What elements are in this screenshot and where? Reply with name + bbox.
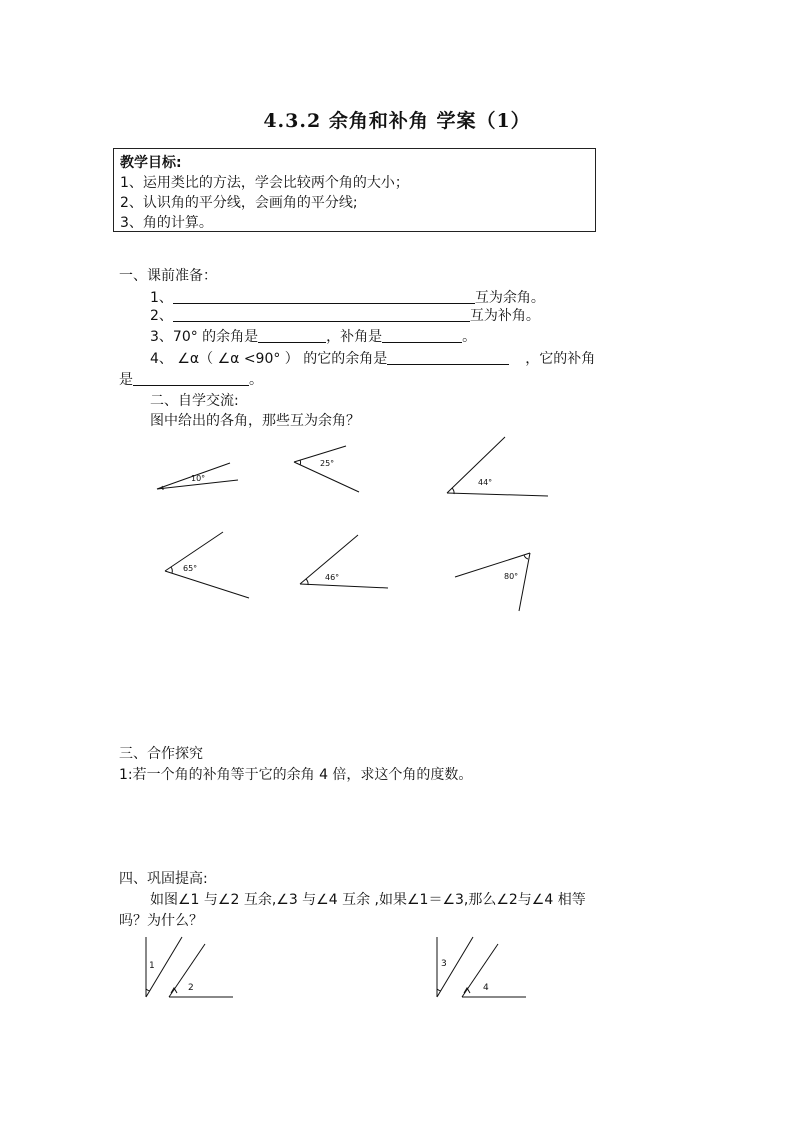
q4-text-d: 。 [249,372,263,388]
section4-line1: 如图∠1 与∠2 互余,∠3 与∠4 互余 ,如果∠1＝∠3,那么∠2与∠4 相等 [150,892,586,908]
q2-tail: 互为补角。 [469,308,540,324]
section4-line2: 吗？为什么？ [119,913,203,929]
q3-text-c: 。 [462,329,477,345]
figure-label: 3 [441,959,447,969]
figure-label: 2 [188,983,194,993]
angle-figure-25 [294,446,359,492]
section2-heading: 二、自学交流: [150,393,239,409]
page-title: 4.3.2 余角和补角 学案（1） [263,110,531,132]
q4-text-c: 是 [119,372,133,388]
angle-label: 80° [504,572,519,581]
angle-figure-46 [300,535,388,588]
figure-angles-3-4 [437,937,526,997]
angle-figure-80 [455,553,530,611]
objective-item: 3、角的计算。 [120,215,213,231]
section3-question: 1:若一个角的补角等于它的余角 4 倍，求这个角的度数。 [119,767,473,783]
q2-number: 2、 [150,308,173,324]
objective-item: 2、认识角的平分线，会画角的平分线; [120,195,358,211]
q1-tail: 互为余角。 [474,290,545,306]
figure-label: 1 [149,961,155,971]
section1-heading: 一、课前准备： [119,268,217,284]
q4-text-a: 4、 ∠α（ ∠α <90° ） 的它的余角是 [150,351,388,367]
q3-text-b: ，补角是 [326,329,383,345]
q4-text-b: ，它的补角 [525,351,596,367]
section4-heading: 四、巩固提高: [119,871,208,887]
objective-item: 1、运用类比的方法，学会比较两个角的大小； [120,175,409,191]
section3-heading: 三、合作探究 [119,746,203,762]
figure-label: 4 [483,983,489,993]
angle-label: 44° [478,478,493,487]
angle-label: 65° [183,564,198,573]
angle-label: 46° [325,573,340,582]
section2-question: 图中给出的各角，那些互为余角？ [150,413,360,429]
angle-figure-44 [447,437,548,496]
q3-text-a: 3、70° 的余角是 [150,329,259,345]
objectives-heading: 教学目标: [120,155,182,171]
angle-label: 25° [320,459,335,468]
angle-label: 10° [191,474,206,483]
angle-figure-65 [165,532,249,598]
q1-number: 1、 [150,290,173,306]
